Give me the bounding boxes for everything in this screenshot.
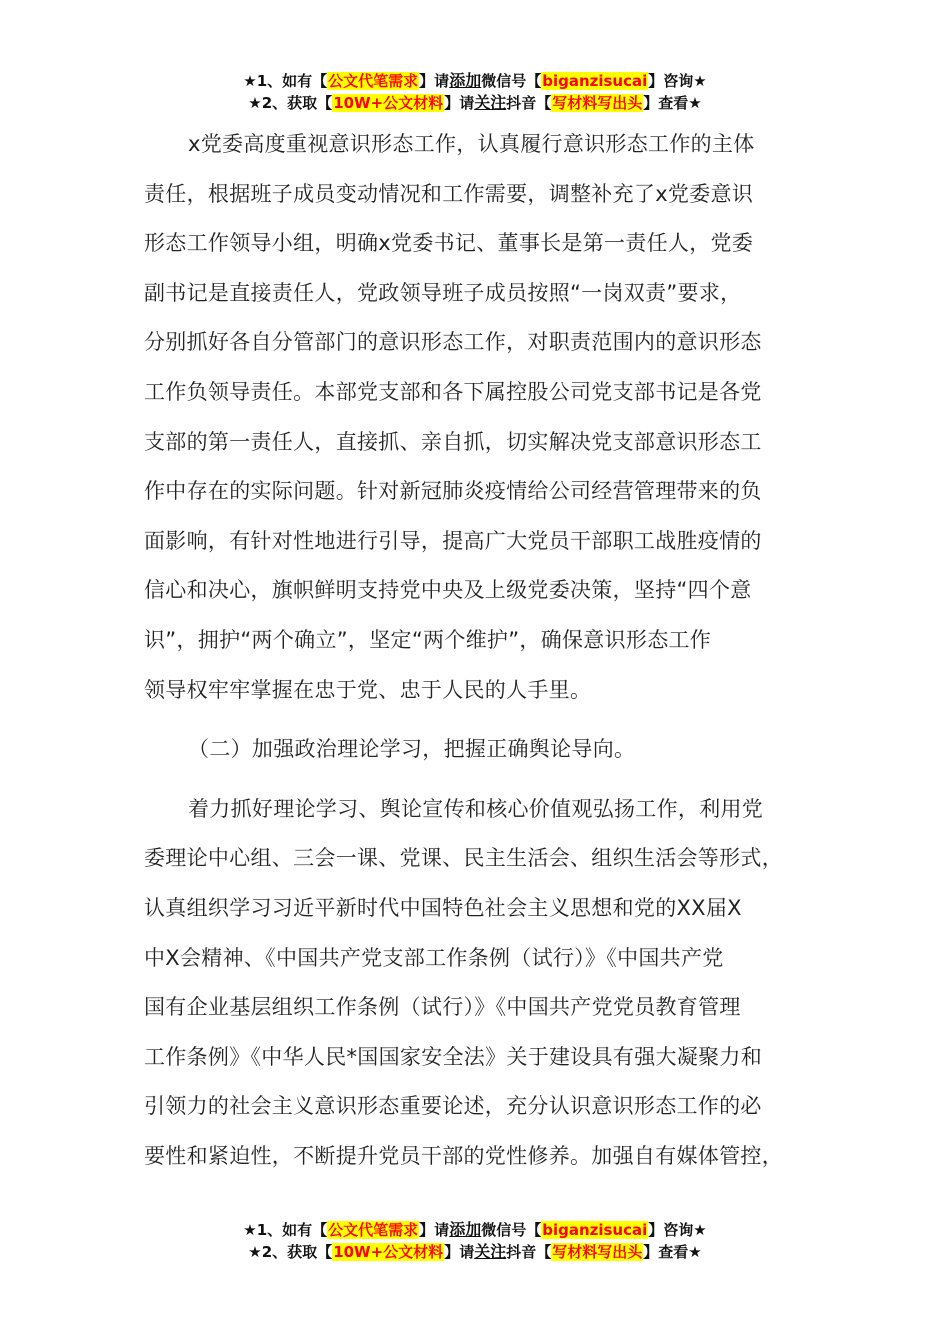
footer-banner-line-1: ★1、如有【公文代笔需求】请添加微信号【biganzisucai】咨询★ [243, 1220, 707, 1239]
highlight-wechat-id: biganzisucai [542, 72, 648, 90]
section-heading-2: （二）加强政治理论学习，把握正确舆论导向。 [188, 737, 636, 762]
header-banner [0, 70, 950, 114]
header-banner-line-1: ★1、如有【公文代笔需求】请添加微信号【biganzisucai】咨询★ [243, 71, 707, 90]
footer-banner-line-2: ★2、获取【10W+公文材料】请关注抖音【写材料写出头】查看★ [248, 1242, 702, 1261]
highlight-douyin-account: 写材料写出头 [552, 1243, 643, 1261]
highlight-materials: 10W+公文材料 [333, 94, 444, 112]
highlight-douyin-account: 写材料写出头 [552, 94, 643, 112]
header-banner-line-2: ★2、获取【10W+公文材料】请关注抖音【写材料写出头】查看★ [248, 93, 702, 112]
highlight-service: 公文代笔需求 [328, 72, 419, 90]
document-body [144, 120, 814, 1181]
highlight-wechat-id: biganzisucai [542, 1221, 648, 1239]
paragraph-1: x党委高度重视意识形态工作，认真履行意识形态工作的主体 责任，根据班子成员变动情况和工作需要，调整补充了x党委意识 形态工作领导小组，明确x党委书记、董事长是第一责任人，党委 副书记是直接责任人，党政领导班子成员按照“一岗双责”要求， 分别抓好各自分管部门的意识形态工作，对职责范围内的意识形态 工作负领导责任。本部党支部和各下属控股公司党支部书记是各党 支部的第一责任人，直接抓、亲自抓，切实解决党支部意识形态工 作中存在的实际问题。针对新冠肺炎疫情给公司经营管理带来的负 面影响，有针对性地进行引导，提高广大党员干部职工战胜疫情的 信心和决心，旗帜鲜明支持党中央及上级党委决策，坚持“四个意 识”，拥护“两个确立”，坚定“两个维护”，确保意识形态工作 领导权牢牢掌握在忠于党、忠于人民的人手里。 [144, 132, 762, 702]
footer-banner [0, 1219, 950, 1263]
highlight-materials: 10W+公文材料 [333, 1243, 444, 1261]
highlight-service: 公文代笔需求 [328, 1221, 419, 1239]
paragraph-2: 着力抓好理论学习、舆论宣传和核心价值观弘扬工作，利用党 委理论中心组、三会一课、党课、民主生活会、组织生活会等形式， 认真组织学习习近平新时代中国特色社会主义思想和党的XX届X 中X会精神、《中国共产党支部工作条例（试行）》《中国共产党 国有企业基层组织工作条例（试行）》《中国共产党党员教育管理 工作条例》《中华人民*国国家安全法》关于建设具有强大凝聚力和 引领力的社会主义意识形态重要论述，充分认识意识形态工作的必 要性和紧迫性，不断提升党员干部的党性修养。加强自有媒体管控， [144, 796, 783, 1168]
